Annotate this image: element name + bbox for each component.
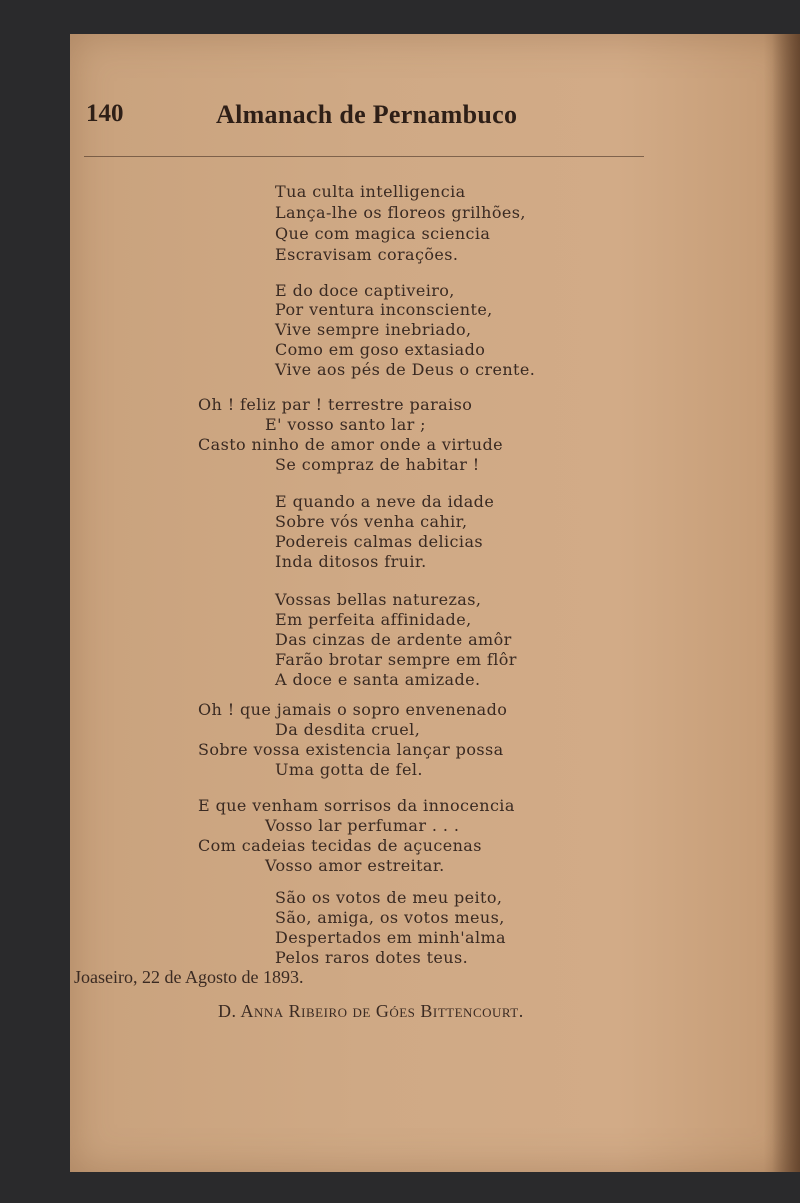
poem-line: Farão brotar sempre em flôr (275, 650, 517, 669)
poem-line: Vive sempre inebriado, (275, 320, 472, 339)
poem-line: Inda ditosos fruir. (275, 552, 427, 571)
poem-line: São os votos de meu peito, (275, 888, 503, 907)
poem-line: Sobre vossa existencia lançar possa (198, 740, 504, 759)
poem-line: Oh ! que jamais o sopro envenenado (198, 700, 508, 719)
poem-line: Oh ! feliz par ! terrestre paraiso (198, 395, 473, 414)
poem-line: Com cadeias tecidas de açucenas (198, 836, 482, 855)
poem-line: Que com magica sciencia (275, 224, 491, 243)
header-rule (84, 156, 644, 157)
poem-line: A doce e santa amizade. (275, 670, 481, 689)
poem-line: Se compraz de habitar ! (275, 455, 480, 474)
poem-line: Despertados em minh'alma (275, 928, 506, 947)
poem-line: Pelos raros dotes teus. (275, 948, 469, 967)
poem-line: Podereis calmas delicias (275, 532, 483, 551)
poem-line: E do doce captiveiro, (275, 281, 455, 300)
page-edge-shadow (772, 34, 800, 1172)
poem-line: São, amiga, os votos meus, (275, 908, 505, 927)
poem-line: Das cinzas de ardente amôr (275, 630, 512, 649)
poem-line: Casto ninho de amor onde a virtude (198, 435, 503, 454)
poem-line: E que venham sorrisos da innocencia (198, 796, 515, 815)
poem-line: Por ventura inconsciente, (275, 300, 493, 319)
poem-line: Como em goso extasiado (275, 340, 486, 359)
poem-line: Da desdita cruel, (275, 720, 421, 739)
page-number: 140 (86, 100, 124, 127)
dateline: Joaseiro, 22 de Agosto de 1893. (74, 967, 304, 987)
poem-line: E quando a neve da idade (275, 492, 495, 511)
poem-line: Sobre vós venha cahir, (275, 512, 468, 531)
poem-line: Vosso lar perfumar . . . (265, 816, 460, 835)
author-signature: D. Anna Ribeiro de Góes Bittencourt. (218, 1001, 524, 1021)
poem-line: Uma gotta de fel. (275, 760, 423, 779)
poem-line: Vossas bellas naturezas, (275, 590, 482, 609)
page-header (86, 100, 646, 140)
poem-line: Lança-lhe os floreos grilhões, (275, 203, 526, 222)
running-title: Almanach de Pernambuco (216, 100, 518, 129)
poem-line: Escravisam corações. (275, 245, 459, 264)
poem-line: Tua culta intelligencia (275, 182, 466, 201)
poem-line: Em perfeita affinidade, (275, 610, 472, 629)
poem-line: E' vosso santo lar ; (265, 415, 426, 434)
poem-line: Vive aos pés de Deus o crente. (275, 360, 536, 379)
poem-line: Vosso amor estreitar. (265, 856, 445, 875)
